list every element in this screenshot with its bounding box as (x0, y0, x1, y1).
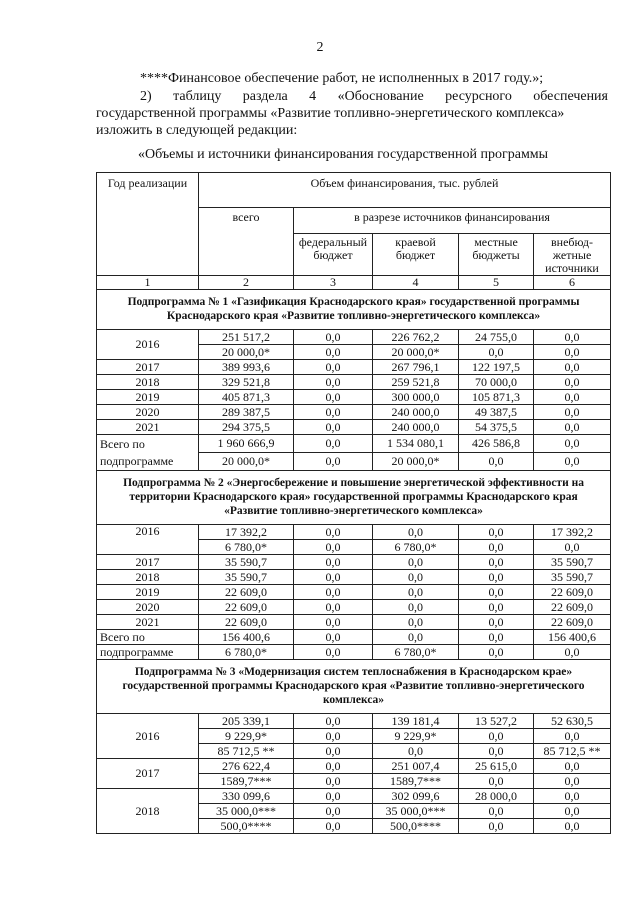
subprogram-1-title: Подпрограмма № 1 «Газификация Краснодарского края» государственной программы Краснодарского края «Развитие топливно-энергетического комплекса» (97, 290, 611, 330)
table-row (97, 555, 611, 570)
federal-cell: 0,0 (294, 525, 373, 540)
regional-cell: 0,0 (373, 585, 459, 600)
year-cell: 2019 (97, 585, 199, 600)
regional-cell: 9 229,9* (373, 729, 459, 744)
total-cell: 9 229,9* (199, 729, 294, 744)
federal-cell: 0,0 (294, 570, 373, 585)
federal-cell: 0,0 (294, 453, 373, 471)
federal-cell: 0,0 (294, 600, 373, 615)
year-cell: 2017 (97, 360, 199, 375)
federal-cell: 0,0 (294, 804, 373, 819)
total-cell: 330 099,6 (199, 789, 294, 804)
regional-cell: 240 000,0 (373, 420, 459, 435)
total-cell: 6 780,0* (199, 645, 294, 660)
total-label: подпрограмме (97, 645, 199, 660)
table-row (97, 789, 611, 804)
year-cell: 2018 (97, 375, 199, 390)
local-cell: 0,0 (459, 600, 534, 615)
extra-cell: 0,0 (534, 390, 611, 405)
year-cell: 2017 (97, 555, 199, 570)
col-num: 1 (97, 276, 199, 290)
extra-cell: 0,0 (534, 759, 611, 774)
regional-cell: 302 099,6 (373, 789, 459, 804)
table-row (97, 435, 611, 453)
regional-cell: 251 007,4 (373, 759, 459, 774)
total-cell: 17 392,2 (199, 525, 294, 540)
subprogram-3-title: Подпрограмма № 3 «Модернизация систем теплоснабжения в Краснодарском крае» государственной программы Краснодарского края «Развитие топливно-энергетического комплекса» (97, 660, 611, 714)
header-federal: федеральный бюджет (294, 234, 373, 276)
local-cell: 0,0 (459, 540, 534, 555)
year-cell: 2018 (97, 570, 199, 585)
table-row (97, 600, 611, 615)
federal-cell: 0,0 (294, 420, 373, 435)
table-row (97, 630, 611, 645)
regional-cell: 1 534 080,1 (373, 435, 459, 453)
extra-cell: 22 609,0 (534, 600, 611, 615)
federal-cell: 0,0 (294, 744, 373, 759)
total-cell: 22 609,0 (199, 615, 294, 630)
total-cell: 389 993,6 (199, 360, 294, 375)
federal-cell: 0,0 (294, 630, 373, 645)
table-row (97, 330, 611, 345)
table-caption: «Объемы и источники финансирования государственной программы (138, 147, 549, 162)
total-cell: 85 712,5 ** (199, 744, 294, 759)
total-cell: 205 339,1 (199, 714, 294, 729)
extra-cell: 0,0 (534, 345, 611, 360)
regional-cell: 139 181,4 (373, 714, 459, 729)
extra-cell: 0,0 (534, 360, 611, 375)
instruction-line-2: государственной программы «Развитие топливно-энергетического комплекса» изложить в следующей редакции: (96, 106, 565, 138)
table-row (97, 714, 611, 729)
header-total: всего (199, 208, 294, 276)
federal-cell: 0,0 (294, 645, 373, 660)
federal-cell: 0,0 (294, 789, 373, 804)
total-label: Всего по (97, 630, 199, 645)
col-num: 2 (199, 276, 294, 290)
regional-cell: 6 780,0* (373, 540, 459, 555)
local-cell: 0,0 (459, 525, 534, 540)
subprogram-heading-row (97, 290, 611, 330)
federal-cell: 0,0 (294, 714, 373, 729)
subprogram-heading-row (97, 660, 611, 714)
year-cell: 2017 (97, 759, 199, 789)
local-cell: 49 387,5 (459, 405, 534, 420)
footnote-line: ****Финансовое обеспечение работ, не исполненных в 2017 году.»; (140, 71, 544, 86)
federal-cell: 0,0 (294, 759, 373, 774)
regional-cell: 0,0 (373, 600, 459, 615)
extra-cell: 0,0 (534, 435, 611, 453)
col-num: 3 (294, 276, 373, 290)
extra-cell: 52 630,5 (534, 714, 611, 729)
year-cell: 2019 (97, 390, 199, 405)
federal-cell: 0,0 (294, 819, 373, 834)
regional-cell: 267 796,1 (373, 360, 459, 375)
local-cell: 105 871,3 (459, 390, 534, 405)
extra-cell: 22 609,0 (534, 585, 611, 600)
column-number-row (97, 276, 611, 290)
header-extra: внебюд-жетные источники (534, 234, 611, 276)
federal-cell: 0,0 (294, 390, 373, 405)
total-cell: 405 871,3 (199, 390, 294, 405)
instruction-line-1: 2) таблицу раздела 4 «Обоснование ресурсного обеспечения (140, 89, 608, 104)
regional-cell: 0,0 (373, 615, 459, 630)
year-cell: 2018 (97, 789, 199, 834)
total-cell: 156 400,6 (199, 630, 294, 645)
header-regional: краевой бюджет (373, 234, 459, 276)
regional-cell: 300 000,0 (373, 390, 459, 405)
total-cell: 35 590,7 (199, 570, 294, 585)
regional-cell: 0,0 (373, 525, 459, 540)
extra-cell: 0,0 (534, 405, 611, 420)
extra-cell: 85 712,5 ** (534, 744, 611, 759)
federal-cell: 0,0 (294, 615, 373, 630)
total-cell: 500,0**** (199, 819, 294, 834)
total-cell: 1 960 666,9 (199, 435, 294, 453)
federal-cell: 0,0 (294, 330, 373, 345)
total-cell: 251 517,2 (199, 330, 294, 345)
regional-cell: 20 000,0* (373, 345, 459, 360)
extra-cell: 0,0 (534, 774, 611, 789)
extra-cell: 35 590,7 (534, 570, 611, 585)
table-row (97, 360, 611, 375)
federal-cell: 0,0 (294, 375, 373, 390)
year-cell: 2016 (97, 525, 199, 555)
table-row (97, 390, 611, 405)
local-cell: 426 586,8 (459, 435, 534, 453)
local-cell: 25 615,0 (459, 759, 534, 774)
extra-cell: 0,0 (534, 819, 611, 834)
local-cell: 54 375,5 (459, 420, 534, 435)
table-row (97, 570, 611, 585)
local-cell: 0,0 (459, 615, 534, 630)
regional-cell: 226 762,2 (373, 330, 459, 345)
year-cell: 2016 (97, 714, 199, 759)
total-cell: 22 609,0 (199, 585, 294, 600)
local-cell: 0,0 (459, 729, 534, 744)
instruction-paragraph (96, 88, 608, 139)
federal-cell: 0,0 (294, 435, 373, 453)
total-cell: 20 000,0* (199, 453, 294, 471)
extra-cell: 0,0 (534, 540, 611, 555)
extra-cell: 17 392,2 (534, 525, 611, 540)
table-row (97, 759, 611, 774)
header-row (97, 173, 611, 208)
local-cell: 0,0 (459, 630, 534, 645)
col-num: 4 (373, 276, 459, 290)
total-cell: 22 609,0 (199, 600, 294, 615)
header-local: местные бюджеты (459, 234, 534, 276)
total-cell: 294 375,5 (199, 420, 294, 435)
table-row (97, 525, 611, 540)
table-row (97, 645, 611, 660)
extra-cell: 0,0 (534, 645, 611, 660)
regional-cell: 500,0**** (373, 819, 459, 834)
local-cell: 70 000,0 (459, 375, 534, 390)
table-row (97, 420, 611, 435)
local-cell: 0,0 (459, 645, 534, 660)
total-cell: 289 387,5 (199, 405, 294, 420)
total-cell: 329 521,8 (199, 375, 294, 390)
regional-cell: 35 000,0*** (373, 804, 459, 819)
regional-cell: 0,0 (373, 744, 459, 759)
table-row (97, 585, 611, 600)
extra-cell: 0,0 (534, 804, 611, 819)
local-cell: 0,0 (459, 345, 534, 360)
year-cell: 2021 (97, 615, 199, 630)
table-row (97, 615, 611, 630)
local-cell: 0,0 (459, 744, 534, 759)
local-cell: 0,0 (459, 804, 534, 819)
regional-cell: 240 000,0 (373, 405, 459, 420)
federal-cell: 0,0 (294, 540, 373, 555)
local-cell: 0,0 (459, 774, 534, 789)
subprogram-2-title: Подпрограмма № 2 «Энергосбережение и повышение энергетической эффективности на территории Краснодарского края» государственной программы Краснодарского края «Развитие топливно-энергетического комплекса» (97, 471, 611, 525)
local-cell: 0,0 (459, 819, 534, 834)
header-by-source: в разрезе источников финансирования (294, 208, 611, 234)
extra-cell: 0,0 (534, 420, 611, 435)
federal-cell: 0,0 (294, 360, 373, 375)
total-label: Всего по подпрограмме (97, 435, 199, 471)
col-num: 6 (534, 276, 611, 290)
local-cell: 122 197,5 (459, 360, 534, 375)
regional-cell: 0,0 (373, 630, 459, 645)
regional-cell: 0,0 (373, 570, 459, 585)
table-row (97, 405, 611, 420)
extra-cell: 0,0 (534, 375, 611, 390)
extra-cell: 0,0 (534, 453, 611, 471)
local-cell: 0,0 (459, 570, 534, 585)
regional-cell: 259 521,8 (373, 375, 459, 390)
federal-cell: 0,0 (294, 585, 373, 600)
header-volume: Объем финансирования, тыс. рублей (199, 173, 611, 208)
local-cell: 0,0 (459, 453, 534, 471)
regional-cell: 0,0 (373, 555, 459, 570)
subprogram-heading-row (97, 471, 611, 525)
local-cell: 28 000,0 (459, 789, 534, 804)
year-cell: 2021 (97, 420, 199, 435)
total-cell: 35 590,7 (199, 555, 294, 570)
regional-cell: 1589,7*** (373, 774, 459, 789)
federal-cell: 0,0 (294, 774, 373, 789)
federal-cell: 0,0 (294, 555, 373, 570)
year-cell: 2016 (97, 330, 199, 360)
total-cell: 6 780,0* (199, 540, 294, 555)
total-cell: 20 000,0* (199, 345, 294, 360)
year-cell: 2020 (97, 405, 199, 420)
total-cell: 1589,7*** (199, 774, 294, 789)
federal-cell: 0,0 (294, 729, 373, 744)
total-cell: 35 000,0*** (199, 804, 294, 819)
extra-cell: 0,0 (534, 729, 611, 744)
local-cell: 0,0 (459, 585, 534, 600)
extra-cell: 0,0 (534, 789, 611, 804)
local-cell: 0,0 (459, 555, 534, 570)
federal-cell: 0,0 (294, 345, 373, 360)
federal-cell: 0,0 (294, 405, 373, 420)
regional-cell: 6 780,0* (373, 645, 459, 660)
extra-cell: 156 400,6 (534, 630, 611, 645)
extra-cell: 35 590,7 (534, 555, 611, 570)
table-row (97, 375, 611, 390)
col-num: 5 (459, 276, 534, 290)
regional-cell: 20 000,0* (373, 453, 459, 471)
page-number: 2 (316, 40, 324, 55)
year-cell: 2020 (97, 600, 199, 615)
local-cell: 24 755,0 (459, 330, 534, 345)
header-year: Год реализации (97, 173, 199, 276)
total-cell: 276 622,4 (199, 759, 294, 774)
local-cell: 13 527,2 (459, 714, 534, 729)
financing-table (96, 172, 611, 834)
extra-cell: 22 609,0 (534, 615, 611, 630)
extra-cell: 0,0 (534, 330, 611, 345)
